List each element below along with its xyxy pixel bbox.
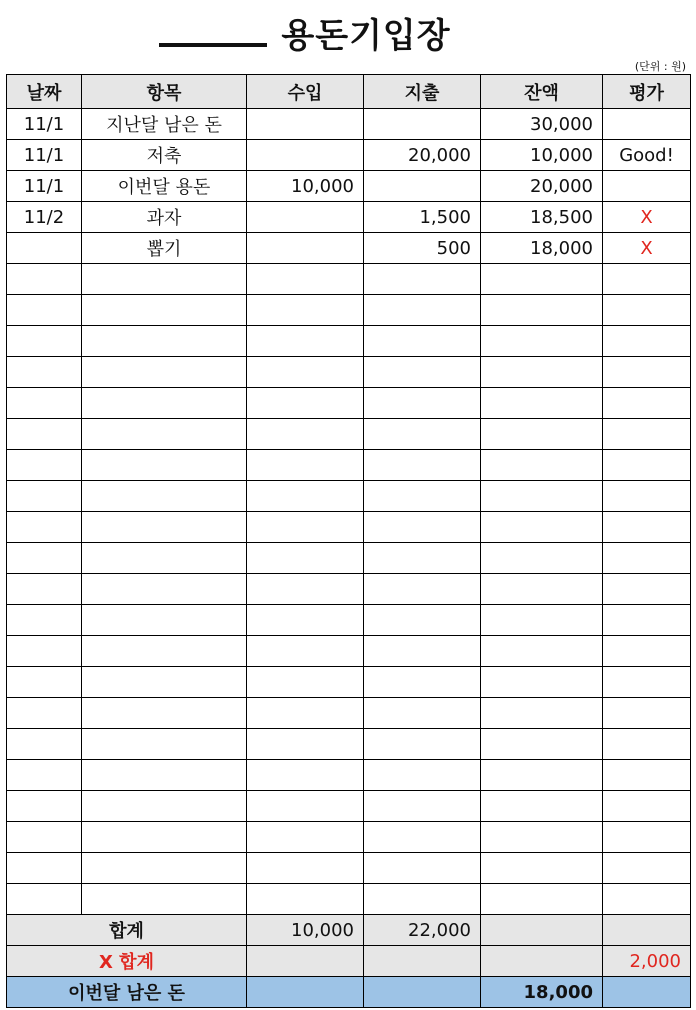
empty-cell xyxy=(603,512,691,543)
table-row xyxy=(7,140,691,171)
empty-cell xyxy=(82,791,247,822)
col-date-header: 날짜 xyxy=(7,75,82,109)
x-total-expense-empty xyxy=(364,946,481,977)
cell-eval: X xyxy=(603,202,691,233)
empty-cell xyxy=(481,667,603,698)
empty-cell xyxy=(364,884,481,915)
empty-row xyxy=(7,295,691,326)
empty-cell xyxy=(7,326,82,357)
empty-cell xyxy=(364,574,481,605)
cell-income xyxy=(247,233,364,264)
total-expense: 22,000 xyxy=(364,915,481,946)
empty-row xyxy=(7,574,691,605)
table-row xyxy=(7,109,691,140)
empty-cell xyxy=(603,419,691,450)
empty-cell xyxy=(364,450,481,481)
empty-cell xyxy=(82,884,247,915)
empty-cell xyxy=(364,512,481,543)
cell-eval xyxy=(603,171,691,202)
empty-cell xyxy=(364,853,481,884)
empty-cell xyxy=(481,481,603,512)
cell-balance: 20,000 xyxy=(481,171,603,202)
empty-cell xyxy=(82,419,247,450)
ledger-table xyxy=(6,74,691,1008)
empty-row xyxy=(7,729,691,760)
empty-cell xyxy=(82,450,247,481)
empty-cell xyxy=(7,853,82,884)
x-total-balance-empty xyxy=(481,946,603,977)
empty-cell xyxy=(603,636,691,667)
x-total-value: 2,000 xyxy=(603,946,691,977)
empty-row xyxy=(7,853,691,884)
cell-item: 지난달 남은 돈 xyxy=(82,109,247,140)
empty-row xyxy=(7,326,691,357)
empty-cell xyxy=(247,388,364,419)
empty-cell xyxy=(364,760,481,791)
empty-cell xyxy=(481,760,603,791)
empty-row xyxy=(7,698,691,729)
page-title xyxy=(0,8,610,57)
empty-row xyxy=(7,357,691,388)
empty-row xyxy=(7,605,691,636)
empty-cell xyxy=(364,729,481,760)
empty-cell xyxy=(603,605,691,636)
empty-cell xyxy=(481,543,603,574)
empty-cell xyxy=(82,636,247,667)
empty-cell xyxy=(7,512,82,543)
empty-cell xyxy=(7,791,82,822)
empty-cell xyxy=(481,326,603,357)
empty-cell xyxy=(7,760,82,791)
empty-cell xyxy=(481,574,603,605)
cell-eval: X xyxy=(603,233,691,264)
empty-cell xyxy=(481,419,603,450)
empty-cell xyxy=(481,357,603,388)
table-row xyxy=(7,202,691,233)
remaining-label: 이번달 남은 돈 xyxy=(7,977,247,1008)
empty-cell xyxy=(7,884,82,915)
total-eval-empty xyxy=(603,915,691,946)
empty-cell xyxy=(247,419,364,450)
col-balance-header: 잔액 xyxy=(481,75,603,109)
empty-cell xyxy=(82,574,247,605)
header-row xyxy=(7,75,691,109)
empty-cell xyxy=(247,884,364,915)
cell-item: 뽑기 xyxy=(82,233,247,264)
cell-date: 11/1 xyxy=(7,171,82,202)
empty-cell xyxy=(247,729,364,760)
x-total-income-empty xyxy=(247,946,364,977)
empty-cell xyxy=(603,450,691,481)
empty-cell xyxy=(247,822,364,853)
empty-cell xyxy=(247,512,364,543)
empty-cell xyxy=(481,698,603,729)
empty-cell xyxy=(247,853,364,884)
cell-item: 이번달 용돈 xyxy=(82,171,247,202)
empty-cell xyxy=(7,295,82,326)
remaining-value: 18,000 xyxy=(481,977,603,1008)
empty-cell xyxy=(364,636,481,667)
empty-cell xyxy=(481,791,603,822)
cell-date xyxy=(7,233,82,264)
empty-cell xyxy=(7,388,82,419)
empty-cell xyxy=(603,853,691,884)
empty-cell xyxy=(82,543,247,574)
empty-cell xyxy=(82,698,247,729)
empty-cell xyxy=(7,636,82,667)
empty-cell xyxy=(82,822,247,853)
empty-row xyxy=(7,512,691,543)
empty-cell xyxy=(247,264,364,295)
empty-cell xyxy=(82,388,247,419)
cell-income xyxy=(247,202,364,233)
empty-cell xyxy=(364,326,481,357)
empty-cell xyxy=(82,605,247,636)
empty-cell xyxy=(7,450,82,481)
empty-cell xyxy=(364,357,481,388)
cell-date: 11/2 xyxy=(7,202,82,233)
empty-cell xyxy=(82,667,247,698)
empty-row xyxy=(7,822,691,853)
remaining-income-empty xyxy=(247,977,364,1008)
cell-expense xyxy=(364,109,481,140)
empty-cell xyxy=(603,822,691,853)
col-expense-header: 지출 xyxy=(364,75,481,109)
cell-balance: 10,000 xyxy=(481,140,603,171)
empty-cell xyxy=(364,543,481,574)
ledger-body xyxy=(7,109,691,915)
cell-income xyxy=(247,140,364,171)
empty-cell xyxy=(82,729,247,760)
total-label: 합계 xyxy=(7,915,247,946)
empty-cell xyxy=(7,481,82,512)
cell-date: 11/1 xyxy=(7,140,82,171)
empty-row xyxy=(7,419,691,450)
cell-balance: 30,000 xyxy=(481,109,603,140)
empty-cell xyxy=(364,388,481,419)
empty-cell xyxy=(481,512,603,543)
remaining-expense-empty xyxy=(364,977,481,1008)
empty-cell xyxy=(603,729,691,760)
empty-row xyxy=(7,791,691,822)
empty-cell xyxy=(7,357,82,388)
empty-cell xyxy=(7,574,82,605)
table-row xyxy=(7,233,691,264)
empty-cell xyxy=(603,295,691,326)
cell-expense: 500 xyxy=(364,233,481,264)
empty-cell xyxy=(82,481,247,512)
cell-eval: Good! xyxy=(603,140,691,171)
empty-cell xyxy=(247,667,364,698)
empty-cell xyxy=(247,326,364,357)
empty-cell xyxy=(364,295,481,326)
empty-cell xyxy=(82,853,247,884)
empty-cell xyxy=(7,605,82,636)
empty-cell xyxy=(603,481,691,512)
empty-cell xyxy=(603,388,691,419)
empty-cell xyxy=(481,822,603,853)
cell-item: 저축 xyxy=(82,140,247,171)
empty-cell xyxy=(82,760,247,791)
empty-cell xyxy=(247,357,364,388)
empty-cell xyxy=(247,295,364,326)
empty-cell xyxy=(247,481,364,512)
empty-cell xyxy=(481,450,603,481)
empty-cell xyxy=(247,574,364,605)
empty-row xyxy=(7,636,691,667)
remaining-row xyxy=(7,977,691,1008)
cell-expense: 20,000 xyxy=(364,140,481,171)
col-income-header: 수입 xyxy=(247,75,364,109)
empty-cell xyxy=(481,636,603,667)
empty-cell xyxy=(247,698,364,729)
empty-cell xyxy=(364,605,481,636)
empty-row xyxy=(7,760,691,791)
empty-cell xyxy=(364,667,481,698)
empty-cell xyxy=(603,326,691,357)
empty-cell xyxy=(247,605,364,636)
cell-date: 11/1 xyxy=(7,109,82,140)
x-total-row xyxy=(7,946,691,977)
unit-note: (단위 : 원) xyxy=(634,60,686,73)
empty-cell xyxy=(82,326,247,357)
total-row xyxy=(7,915,691,946)
empty-row xyxy=(7,884,691,915)
empty-cell xyxy=(481,853,603,884)
empty-cell xyxy=(481,605,603,636)
empty-cell xyxy=(7,667,82,698)
cell-item: 과자 xyxy=(82,202,247,233)
empty-row xyxy=(7,481,691,512)
col-eval-header: 평가 xyxy=(603,75,691,109)
empty-cell xyxy=(364,264,481,295)
empty-cell xyxy=(7,729,82,760)
empty-cell xyxy=(603,884,691,915)
cell-expense xyxy=(364,171,481,202)
name-blank xyxy=(159,13,267,47)
empty-cell xyxy=(82,295,247,326)
empty-cell xyxy=(82,512,247,543)
empty-cell xyxy=(364,481,481,512)
empty-cell xyxy=(603,264,691,295)
col-item-header: 항목 xyxy=(82,75,247,109)
total-balance-empty xyxy=(481,915,603,946)
empty-row xyxy=(7,667,691,698)
empty-cell xyxy=(481,729,603,760)
cell-expense: 1,500 xyxy=(364,202,481,233)
empty-cell xyxy=(364,698,481,729)
empty-cell xyxy=(247,791,364,822)
empty-row xyxy=(7,264,691,295)
empty-row xyxy=(7,388,691,419)
empty-cell xyxy=(603,543,691,574)
empty-cell xyxy=(481,388,603,419)
empty-cell xyxy=(603,760,691,791)
table-row xyxy=(7,171,691,202)
remaining-eval-empty xyxy=(603,977,691,1008)
empty-cell xyxy=(364,419,481,450)
empty-cell xyxy=(82,264,247,295)
empty-cell xyxy=(364,791,481,822)
empty-cell xyxy=(247,760,364,791)
empty-cell xyxy=(481,884,603,915)
empty-cell xyxy=(603,574,691,605)
empty-cell xyxy=(364,822,481,853)
total-income: 10,000 xyxy=(247,915,364,946)
cell-eval xyxy=(603,109,691,140)
empty-cell xyxy=(7,419,82,450)
cell-balance: 18,500 xyxy=(481,202,603,233)
empty-cell xyxy=(481,295,603,326)
cell-income xyxy=(247,109,364,140)
empty-cell xyxy=(481,264,603,295)
empty-cell xyxy=(247,543,364,574)
empty-cell xyxy=(7,264,82,295)
empty-cell xyxy=(247,450,364,481)
empty-cell xyxy=(247,636,364,667)
empty-row xyxy=(7,450,691,481)
empty-cell xyxy=(603,698,691,729)
cell-balance: 18,000 xyxy=(481,233,603,264)
empty-cell xyxy=(82,357,247,388)
empty-cell xyxy=(7,543,82,574)
empty-cell xyxy=(603,791,691,822)
empty-cell xyxy=(603,357,691,388)
cell-income: 10,000 xyxy=(247,171,364,202)
empty-cell xyxy=(603,667,691,698)
empty-cell xyxy=(7,822,82,853)
empty-cell xyxy=(7,698,82,729)
empty-row xyxy=(7,543,691,574)
x-total-label: X 합계 xyxy=(7,946,247,977)
title-text: 용돈기입장 xyxy=(281,16,451,56)
